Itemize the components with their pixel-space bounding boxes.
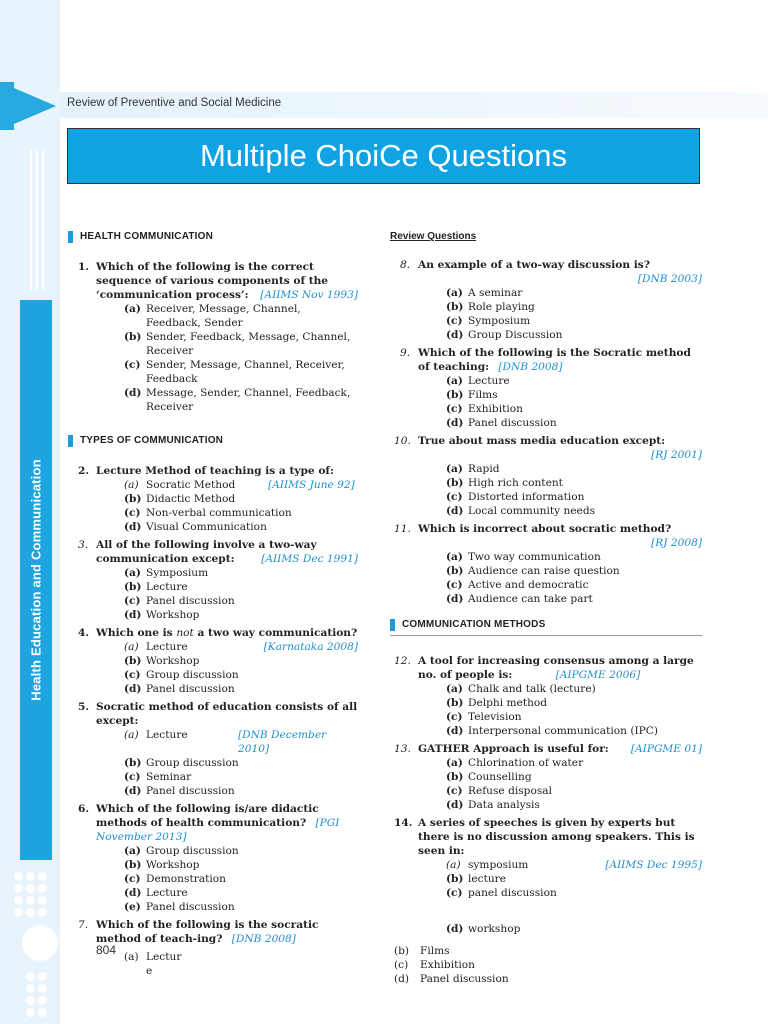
question-item: 4. Which one is not a two way communication? (a) Lecture [Karnataka 2008] (b) Workshop (c) Group discussion (d) Panel discussion bbox=[78, 627, 358, 695]
section-marker-icon bbox=[68, 231, 73, 243]
exam-reference: [AIPGME 2006] bbox=[555, 669, 641, 681]
section-marker-icon bbox=[68, 435, 73, 447]
exam-reference: [AIPGME 01] bbox=[630, 743, 702, 755]
section-heading: TYPES OF COMMUNICATION bbox=[68, 434, 358, 448]
exam-reference: [DNB December 2010] bbox=[238, 729, 327, 755]
book-title: Review of Preventive and Social Medicine bbox=[67, 97, 282, 109]
section-marker-icon bbox=[390, 619, 395, 631]
decorative-circle bbox=[22, 925, 58, 961]
exam-reference: [AIIMS Dec 1991] bbox=[261, 553, 358, 565]
question-item: 10. True about mass media education except: [RJ 2001] (a) Rapid (b) High rich content (c) Distorted information (d) Local community needs bbox=[394, 435, 702, 517]
exam-reference: [AIIMS Nov 1993] bbox=[260, 289, 358, 301]
question-item: 8. An example of a two-way discussion is? [DNB 2003] (a) A seminar (b) Role playing (c) Symposium (d) Group Discussion bbox=[400, 259, 702, 341]
exam-reference: [DNB 2008] bbox=[498, 361, 563, 373]
chapter-banner bbox=[67, 128, 700, 184]
question-item: 14. A series of speeches is given by experts but there is no discussion among speakers. This is seen in: (a) symposium [AIIMS Dec 1995] (b) lecture (c) panel discussion (d) workshop bbox=[394, 817, 702, 935]
question-item: 12. A tool for increasing consensus among a large no. of people is: [AIPGME 2006] (a) Chalk and talk (lecture) (b) Delphi method (c) Television (d) Interpersonal communication (IPC) bbox=[394, 655, 694, 737]
chapter-side-label: Health Education and Communication bbox=[28, 459, 44, 701]
exam-reference: [Karnataka 2008] bbox=[263, 641, 358, 653]
question-item: 13. GATHER Approach is useful for: [AIPGME 01] (a) Chlorination of water (b) Counselling (c) Refuse disposal (d) Data analysis bbox=[394, 743, 702, 811]
question-item: 7. Which of the following is the socratic method of teach-ing? [DNB 2008] (a) Lectur e bbox=[78, 919, 319, 977]
question-item: 9. Which of the following is the Socratic method of teaching: [DNB 2008] (a) Lecture (b) Films (c) Exhibition (d) Panel discussion bbox=[400, 347, 691, 429]
question-item: 3. All of the following involve a two-way communication except: [AIIMS Dec 1991] (a) Symposium (b) Lecture (c) Panel discussion (d) Workshop bbox=[78, 539, 358, 621]
exam-reference: [DNB 2003] bbox=[637, 273, 702, 285]
left-column bbox=[68, 230, 358, 982]
exam-reference: [PGI November 2013] bbox=[96, 817, 340, 843]
exam-reference: [AIIMS June 92] bbox=[268, 479, 355, 491]
right-column bbox=[390, 230, 702, 986]
exam-reference: [DNB 2008] bbox=[231, 933, 296, 945]
question-item: 5. Socratic method of education consists of all except: (a) Lecture [DNB December 2010] (b) Group discussion (c) Seminar (d) Panel discussion bbox=[78, 701, 358, 797]
exam-reference: [AIIMS Dec 1995] bbox=[605, 859, 702, 871]
q7-continued-options: (b) Films (c) Exhibition (d) Panel discussion bbox=[394, 945, 509, 985]
question-item: 2. Lecture Method of teaching is a type of: (a) Socratic Method [AIIMS June 92] (b) Didactic Method (c) Non-verbal communication (d) Visual Communication bbox=[68, 464, 358, 534]
question-item: 11. Which is incorrect about socratic method? [RJ 2008] (a) Two way communication (b) Audience can raise question (c) Active and democratic (d) Audience can take part bbox=[394, 523, 702, 605]
exam-reference: [RJ 2001] bbox=[651, 449, 702, 461]
page-number: 804 bbox=[96, 943, 117, 957]
section-heading: HEALTH COMMUNICATION bbox=[68, 230, 358, 244]
header-arrow-icon bbox=[0, 82, 56, 130]
exam-reference: [RJ 2008] bbox=[651, 537, 702, 549]
question-item: 1. Which of the following is the correct sequence of various components of the ‘communication process’: [AIIMS Nov 1993] (a) Receiver, Message, Channel, Feedback, Sender (b) Sender, Feedback, Message, Channel, Receiver (c) Sender, Message, Channel, Receiver, Feedback (d) Message, Sender, Channel, Feedback, Receiver bbox=[78, 261, 358, 413]
banner-title: Multiple ChoiCe Questions bbox=[199, 138, 567, 173]
decorative-lines bbox=[30, 150, 44, 290]
section-heading: COMMUNICATION METHODS bbox=[390, 618, 702, 636]
question-item: 6. Which of the following is/are didactic methods of health communication? [PGI November 2013] (a) Group discussion (b) Workshop (c) Demonstration (d) Lecture (e) Panel discussion bbox=[78, 803, 340, 913]
review-questions-heading: Review Questions bbox=[390, 231, 477, 242]
